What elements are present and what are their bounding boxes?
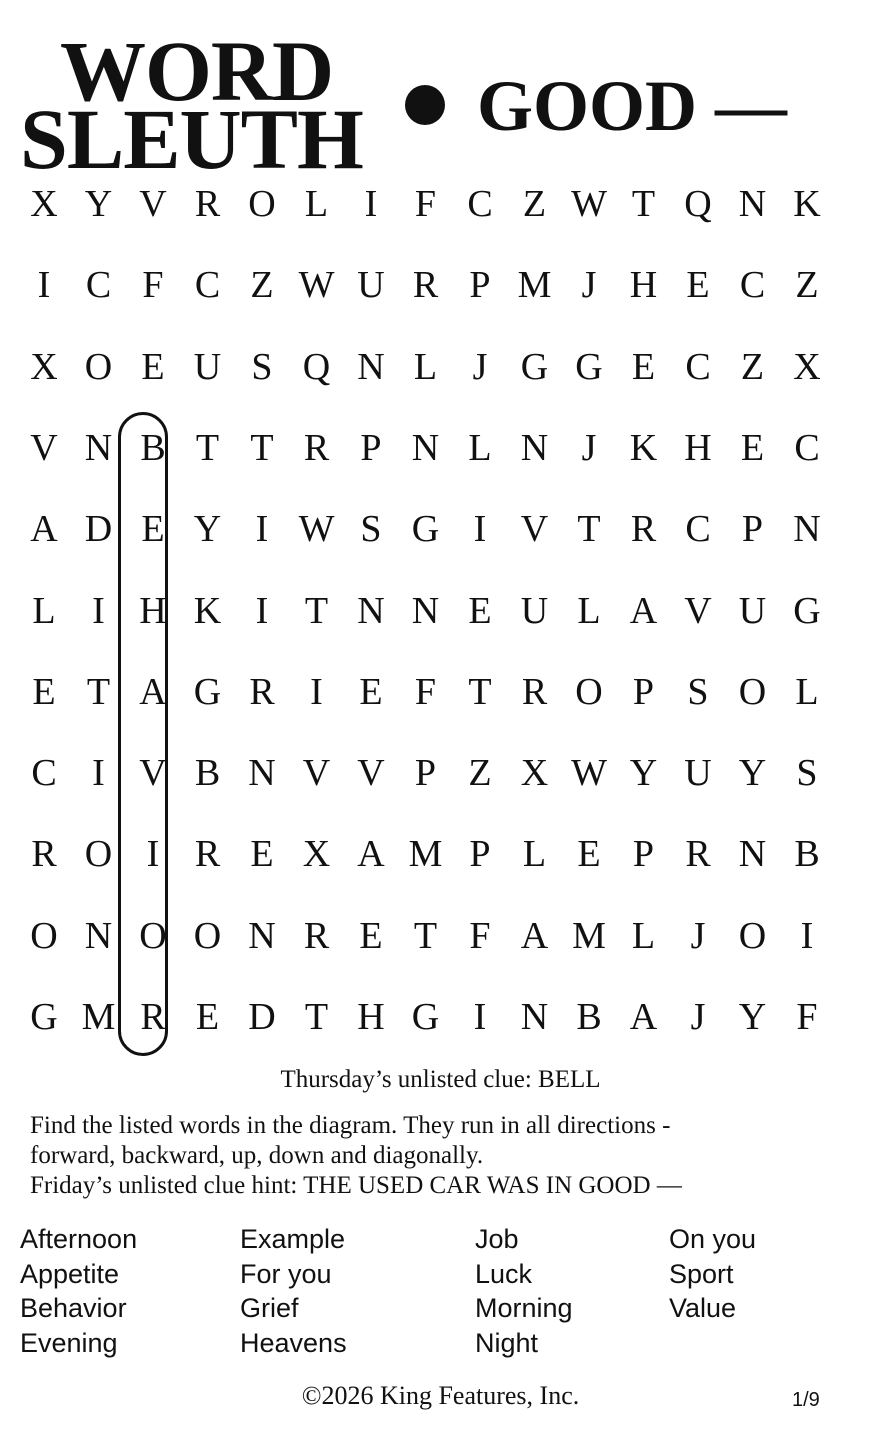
- grid-letter: M: [517, 264, 552, 307]
- grid-letter: E: [359, 670, 383, 713]
- grid-letter: J: [472, 345, 488, 388]
- grid-letter: R: [303, 426, 330, 469]
- grid-letter: J: [581, 264, 597, 307]
- grid-letter: X: [30, 183, 58, 225]
- grid-letter: Z: [250, 264, 274, 307]
- grid-letter: W: [298, 508, 335, 551]
- grid-letter: O: [84, 345, 113, 388]
- grid-letter: V: [30, 426, 58, 469]
- grid-letter: J: [690, 914, 706, 957]
- grid-letter: K: [629, 426, 658, 469]
- grid-letter: C: [31, 752, 57, 795]
- grid-letter: T: [304, 589, 329, 632]
- grid-letter: A: [520, 914, 549, 957]
- grid-letter: V: [302, 752, 331, 795]
- grid-letter: O: [30, 914, 58, 957]
- grid-letter: A: [629, 996, 658, 1038]
- grid-letter: V: [139, 752, 167, 795]
- grid-letter: F: [796, 996, 818, 1038]
- bullet-dot-icon: [405, 85, 445, 125]
- grid-letter: E: [141, 508, 165, 551]
- grid-letter: H: [629, 264, 658, 307]
- grid-letter: R: [140, 996, 166, 1038]
- grid-letter: H: [684, 426, 712, 469]
- grid-letter: K: [793, 183, 821, 225]
- word-list-item: Grief: [240, 1293, 299, 1323]
- grid-letter: C: [739, 264, 766, 307]
- grid-letter: E: [250, 833, 274, 876]
- grid-letter: B: [794, 833, 820, 876]
- grid-letter: P: [741, 508, 764, 551]
- grid-letter: R: [249, 670, 275, 713]
- grid-letter: T: [250, 426, 274, 469]
- grid-letter: V: [139, 183, 167, 225]
- grid-letter: N: [738, 183, 767, 225]
- grid-letter: N: [357, 589, 385, 632]
- word-list-item: Behavior: [20, 1293, 127, 1323]
- grid-letter: Z: [795, 264, 819, 307]
- word-list-item: Night: [475, 1327, 539, 1358]
- grid-letter: N: [84, 426, 113, 469]
- grid-letter: G: [575, 345, 603, 388]
- grid-letter: E: [141, 345, 165, 388]
- answer-circle: [118, 412, 168, 1056]
- word-list-column-3: [475, 1222, 573, 1360]
- grid-letter: J: [690, 996, 706, 1038]
- grid-letter: R: [31, 833, 57, 876]
- grid-letter: T: [413, 914, 438, 957]
- grid-letter: P: [469, 833, 491, 876]
- grid-letter: I: [255, 508, 269, 551]
- grid-letter: S: [360, 508, 382, 551]
- grid-letter: L: [522, 833, 547, 876]
- grid-letter: Q: [684, 183, 712, 225]
- grid-letter: V: [520, 508, 549, 551]
- grid-letter: Y: [193, 508, 222, 551]
- grid-letter: L: [795, 670, 819, 713]
- grid-letter: A: [357, 833, 385, 876]
- grid-letter: E: [359, 914, 383, 957]
- grid-letter: F: [414, 183, 437, 225]
- word-list-item: For you: [240, 1258, 332, 1289]
- grid-letter: O: [248, 183, 276, 225]
- grid-letter: Z: [468, 752, 492, 795]
- grid-letter: U: [193, 345, 222, 388]
- grid-letter: R: [412, 264, 439, 307]
- grid-letter: I: [800, 914, 814, 957]
- page-number: 1/9: [792, 1389, 820, 1411]
- word-list-column-2: [240, 1222, 347, 1360]
- grid-letter: Y: [84, 183, 113, 225]
- grid-letter: I: [92, 752, 105, 795]
- grid-letter: N: [520, 426, 549, 469]
- grid-letter: T: [468, 670, 492, 713]
- grid-letter: O: [193, 914, 222, 957]
- grid-letter: Y: [629, 752, 658, 795]
- word-list-item: Heavens: [240, 1327, 347, 1358]
- grid-letter: U: [357, 264, 385, 307]
- word-list-item: Sport: [669, 1258, 734, 1289]
- grid-letter: W: [298, 264, 335, 307]
- grid-letter: L: [32, 589, 56, 632]
- grid-letter: Z: [740, 345, 765, 388]
- grid-letter: M: [81, 996, 116, 1038]
- grid-letter: N: [411, 426, 440, 469]
- grid-letter: Z: [522, 183, 547, 225]
- grid-letter: A: [629, 589, 658, 632]
- title-sleuth: SLEUTH: [20, 91, 363, 187]
- grid-letter: I: [255, 589, 269, 632]
- grid-letter: F: [414, 670, 437, 713]
- grid-letter: P: [632, 670, 655, 713]
- grid-letter: N: [793, 508, 821, 551]
- grid-letter: C: [794, 426, 820, 469]
- grid-letter: L: [413, 345, 438, 388]
- grid-letter: R: [194, 833, 221, 876]
- grid-letter: G: [793, 589, 821, 632]
- puzzle-subject: GOOD —: [477, 66, 788, 146]
- grid-letter: I: [146, 833, 160, 876]
- grid-letter: E: [577, 833, 601, 876]
- grid-letter: N: [248, 752, 276, 795]
- grid-letter: O: [738, 914, 767, 957]
- grid-letter: F: [469, 914, 491, 957]
- word-list-item: Evening: [20, 1327, 118, 1358]
- grid-letter: E: [740, 426, 765, 469]
- unlisted-clue: Thursday’s unlisted clue: BELL: [280, 1066, 601, 1093]
- grid-letter: B: [140, 426, 166, 469]
- grid-letter: J: [581, 426, 597, 469]
- grid-letter: O: [575, 670, 603, 713]
- grid-letter: I: [364, 183, 378, 225]
- grid-letter: I: [473, 996, 487, 1038]
- grid-letter: G: [193, 670, 222, 713]
- grid-letter: N: [248, 914, 276, 957]
- grid-letter: H: [357, 996, 385, 1038]
- grid-letter: D: [248, 996, 276, 1038]
- grid-letter: I: [37, 264, 51, 307]
- grid-letter: R: [521, 670, 548, 713]
- grid-letter: E: [195, 996, 220, 1038]
- grid-letter: P: [632, 833, 655, 876]
- grid-letter: X: [520, 752, 549, 795]
- grid-letter: S: [251, 345, 273, 388]
- grid-letter: M: [572, 914, 606, 957]
- grid-letter: D: [84, 508, 113, 551]
- word-list-column-1: [20, 1222, 137, 1360]
- grid-letter: B: [576, 996, 602, 1038]
- grid-letter: W: [571, 183, 607, 225]
- grid-letter: I: [310, 670, 323, 713]
- instructions: [30, 1111, 830, 1201]
- grid-letter: G: [411, 996, 440, 1038]
- grid-letter: C: [685, 345, 711, 388]
- grid-letter: P: [469, 264, 491, 307]
- grid-letter: P: [414, 752, 437, 795]
- grid-letter: A: [30, 508, 58, 551]
- grid-letter: Y: [738, 752, 767, 795]
- word-list-item: Morning: [475, 1293, 573, 1323]
- grid-letter: U: [738, 589, 767, 632]
- word-list-item: Example: [240, 1224, 346, 1254]
- grid-letter: T: [631, 183, 656, 225]
- word-list-item: Afternoon: [20, 1224, 138, 1254]
- grid-letter: N: [84, 914, 113, 957]
- grid-letter: E: [468, 589, 492, 632]
- grid-letter: F: [142, 264, 164, 307]
- grid-letter: O: [84, 833, 113, 876]
- grid-letter: B: [194, 752, 221, 795]
- instructions-line-1: Find the listed words in the diagram. They run in all directions -: [30, 1112, 671, 1139]
- grid-letter: S: [687, 670, 709, 713]
- grid-letter: Q: [302, 345, 331, 388]
- grid-letter: E: [631, 345, 656, 388]
- grid-letter: N: [520, 996, 549, 1038]
- grid-letter: G: [411, 508, 440, 551]
- grid-letter: R: [685, 833, 711, 876]
- word-list-column-4: [669, 1222, 756, 1326]
- grid-letter: N: [357, 345, 385, 388]
- grid-letter: L: [631, 914, 656, 957]
- grid-letter: X: [30, 345, 58, 388]
- grid-letter: O: [139, 914, 167, 957]
- grid-letter: T: [577, 508, 601, 551]
- grid-letter: T: [195, 426, 220, 469]
- grid-letter: U: [520, 589, 549, 632]
- grid-letter: U: [684, 752, 712, 795]
- grid-letter: L: [304, 183, 329, 225]
- grid-letter: R: [630, 508, 657, 551]
- grid-letter: G: [30, 996, 58, 1038]
- grid-letter: L: [468, 426, 492, 469]
- grid-letter: W: [571, 752, 607, 795]
- grid-letter: O: [738, 670, 767, 713]
- grid-letter: N: [411, 589, 440, 632]
- instructions-line-2: forward, backward, up, down and diagonally.: [30, 1142, 484, 1169]
- grid-letter: P: [360, 426, 382, 469]
- grid-letter: C: [685, 508, 711, 551]
- grid-letter: C: [85, 264, 112, 307]
- grid-letter: E: [686, 264, 710, 307]
- grid-letter: C: [467, 183, 493, 225]
- word-list-item: Luck: [475, 1258, 533, 1289]
- word-list-item: Appetite: [20, 1258, 120, 1289]
- word-list-item: Value: [669, 1293, 737, 1323]
- grid-letter: R: [303, 914, 330, 957]
- word-list-item: On you: [669, 1224, 757, 1254]
- title-word: WORD: [60, 23, 334, 119]
- grid-letter: N: [738, 833, 767, 876]
- grid-letter: S: [796, 752, 818, 795]
- grid-letter: C: [194, 264, 221, 307]
- grid-letter: Y: [738, 996, 767, 1038]
- instructions-line-3: Friday’s unlisted clue hint: THE USED CAR WAS IN GOOD —: [30, 1172, 682, 1199]
- copyright: ©2026 King Features, Inc.: [301, 1381, 580, 1410]
- grid-letter: G: [520, 345, 549, 388]
- grid-letter: E: [32, 670, 56, 713]
- word-list-item: Job: [475, 1224, 519, 1254]
- grid-letter: V: [357, 752, 385, 795]
- grid-letter: A: [139, 670, 167, 713]
- grid-letter: H: [139, 589, 167, 632]
- grid-letter: X: [302, 833, 331, 876]
- grid-letter: L: [577, 589, 601, 632]
- grid-letter: K: [193, 589, 222, 632]
- grid-letter: M: [408, 833, 443, 876]
- grid-letter: T: [86, 670, 111, 713]
- grid-letter: I: [473, 508, 487, 551]
- grid-letter: X: [793, 345, 821, 388]
- grid-letter: V: [684, 589, 712, 632]
- grid-letter: I: [92, 589, 105, 632]
- grid-letter: R: [194, 183, 221, 225]
- grid-letter: T: [304, 996, 329, 1038]
